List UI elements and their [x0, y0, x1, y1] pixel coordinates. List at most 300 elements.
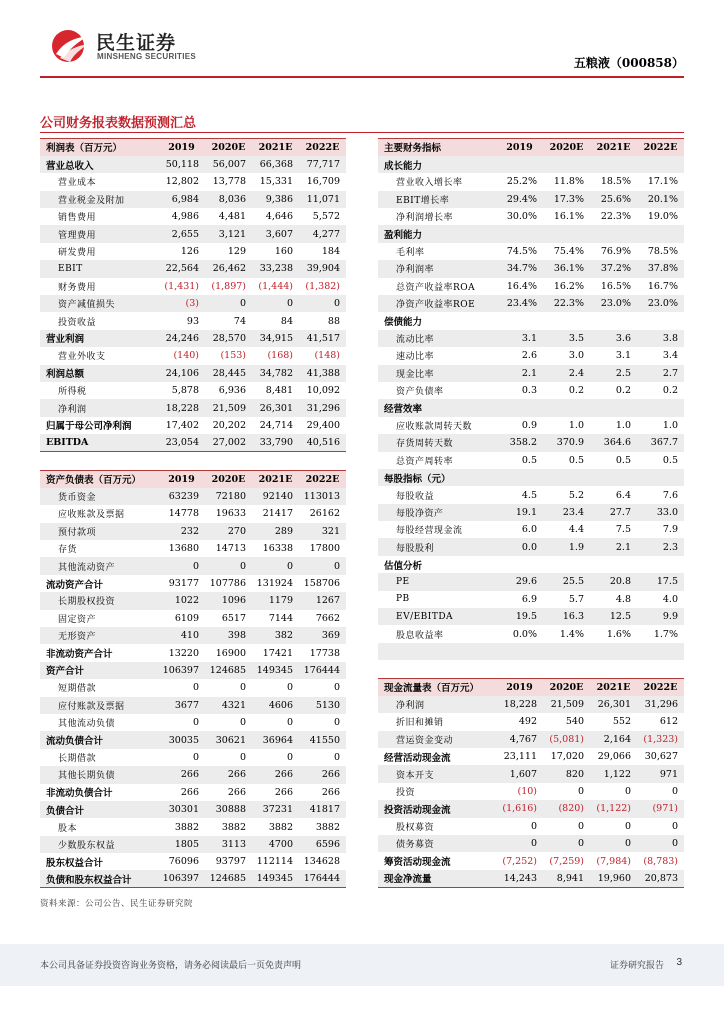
table-cell: 0	[205, 295, 252, 312]
table-cell: 0	[286, 682, 293, 694]
row-label: 净利润增长率	[396, 213, 454, 224]
table-cell: 22.3%	[600, 211, 631, 223]
table-cell: 7.6	[662, 489, 678, 501]
minsheng-logo	[40, 24, 220, 64]
table-cell: 21417	[262, 508, 293, 520]
table-cell: 367.7	[637, 434, 684, 451]
table-cell: 19.1	[496, 504, 543, 521]
row-label: 其他流动负债	[58, 719, 116, 730]
table-cell: 26162	[309, 508, 340, 520]
row-label: 折旧和摊销	[396, 718, 444, 729]
row-label: 营运资金变动	[378, 731, 496, 748]
table-cell: 11.8%	[553, 176, 584, 188]
table-cell: 176444	[299, 662, 346, 679]
table-cell: 5130	[299, 697, 346, 714]
table-cell: 0	[530, 820, 537, 832]
table-cell: 176444	[299, 870, 346, 887]
table-cell: 149345	[252, 662, 299, 679]
table-row	[40, 330, 346, 347]
table-row	[40, 766, 346, 783]
table-row	[40, 714, 346, 731]
table-cell: 23,054	[158, 434, 205, 451]
table-cell: 4,986	[171, 211, 199, 223]
table-row	[40, 697, 346, 714]
table-cell: 20,202	[212, 419, 246, 431]
table-cell: 63239	[158, 488, 205, 505]
table-cell: 0	[543, 835, 590, 852]
table-cell: 134628	[303, 856, 340, 868]
table-cell: 492	[518, 716, 537, 728]
table-cell: 33,790	[252, 434, 299, 451]
table-cell	[543, 556, 590, 573]
table-cell: 93	[186, 315, 199, 327]
table-row	[40, 173, 346, 190]
row-label: 资本开支	[378, 765, 496, 782]
row-label: 投资	[396, 788, 416, 799]
table-cell: 1022	[158, 592, 205, 609]
table-cell: 17.3%	[543, 191, 590, 208]
row-label: 短期借款	[58, 684, 97, 695]
table-row	[40, 243, 346, 260]
table-cell: 1.7%	[653, 628, 678, 640]
table-cell: 17.5	[637, 573, 684, 590]
row-label: 研发费用	[58, 248, 97, 259]
table-cell: 16.7%	[647, 280, 678, 292]
table-cell: 2.4	[543, 365, 590, 382]
table-row	[40, 801, 346, 818]
table-cell: 0.5	[521, 454, 537, 466]
table-row	[378, 208, 684, 225]
row-label: 经营活动现金流	[384, 752, 451, 764]
table-row	[40, 644, 346, 661]
table-cell: 266	[180, 786, 199, 798]
table-cell: 0	[333, 751, 340, 763]
table-row	[378, 538, 684, 555]
table-row	[378, 399, 684, 416]
table-cell: 16,709	[306, 176, 340, 188]
table-row	[40, 818, 346, 835]
row-label: 股东权益合计	[46, 857, 104, 869]
table-cell: 2.6	[521, 350, 537, 362]
table-cell: 112114	[256, 856, 293, 868]
table-row	[378, 347, 684, 364]
table-cell: 0.5	[568, 454, 584, 466]
table-row	[40, 679, 346, 696]
table-cell: 23.4%	[496, 295, 543, 312]
table-cell: 5.2	[568, 489, 584, 501]
key-ratios-table	[378, 138, 684, 660]
table-row	[378, 556, 684, 573]
table-row	[40, 382, 346, 399]
table-cell: 0	[239, 717, 246, 729]
row-label: 股息收益率	[396, 630, 444, 641]
table-cell: 6.9	[521, 593, 537, 605]
table-cell: 6596	[299, 836, 346, 853]
table-cell: 11,071	[299, 191, 346, 208]
table-row	[40, 870, 346, 887]
column-header: 2021E	[590, 139, 637, 156]
row-label: 净利润	[40, 399, 158, 416]
table-cell: 25.6%	[590, 191, 637, 208]
table-cell: 369	[299, 627, 346, 644]
table-cell	[496, 469, 543, 486]
logo-chinese-name: 民生证券	[96, 32, 177, 54]
table-row	[378, 573, 684, 590]
row-label: 归属于母公司净利润	[46, 421, 132, 433]
column-header: 2020E	[205, 471, 252, 488]
table-cell: 4.8	[615, 593, 631, 605]
table-cell: (7,259)	[549, 855, 584, 867]
table-cell: 0	[637, 835, 684, 852]
table-title: 现金流量表（百万元）	[378, 679, 496, 696]
table-cell: 820	[543, 765, 590, 782]
row-label: 无形资产	[40, 627, 158, 644]
table-cell: 37.2%	[590, 260, 637, 277]
table-cell: 0	[252, 295, 299, 312]
table-cell: 6,984	[158, 191, 205, 208]
table-cell: 34.7%	[496, 260, 543, 277]
table-cell: 232	[158, 523, 205, 540]
page-header	[0, 0, 724, 80]
table-cell: 23.0%	[590, 295, 637, 312]
table-row	[40, 347, 346, 364]
table-row	[378, 835, 684, 852]
column-header: 2022E	[637, 139, 684, 156]
table-cell	[496, 312, 543, 329]
table-cell: 126	[180, 246, 199, 258]
table-cell: 34,915	[252, 330, 299, 347]
table-cell: 6109	[174, 612, 199, 624]
table-header-row	[40, 139, 346, 156]
table-cell: 612	[659, 716, 678, 728]
table-cell: 0	[333, 682, 340, 694]
row-label: 营业总收入	[40, 156, 158, 173]
row-label: 非流动资产合计	[46, 649, 113, 661]
table-cell: 158706	[303, 578, 340, 590]
row-label: 估值分析	[384, 560, 423, 572]
table-row	[378, 382, 684, 399]
row-label: 股本	[58, 823, 78, 834]
table-row	[378, 260, 684, 277]
table-cell: 3.8	[637, 330, 684, 347]
table-cell: 1,607	[496, 765, 543, 782]
table-cell: 14713	[215, 543, 246, 555]
table-cell: 16.2%	[553, 280, 584, 292]
table-row	[40, 365, 346, 382]
table-title: 资产负债表（百万元）	[40, 471, 158, 488]
table-cell: 289	[252, 523, 299, 540]
column-header: 2019	[158, 471, 205, 488]
table-cell: 33.0	[637, 504, 684, 521]
table-cell: 66,368	[252, 156, 299, 173]
table-cell: 1.0	[568, 419, 584, 431]
table-cell: 0	[577, 820, 584, 832]
table-cell: 358.2	[496, 434, 543, 451]
table-cell: 0.2	[568, 385, 584, 397]
table-cell: 106397	[158, 662, 205, 679]
row-label: EBIT增长率	[378, 191, 496, 208]
table-cell: 23,111	[503, 751, 537, 763]
table-cell: 3.4	[662, 350, 678, 362]
table-cell: 18,228	[496, 696, 543, 713]
table-cell	[637, 399, 684, 416]
income-statement-table	[40, 138, 346, 452]
table-cell: 16.4%	[506, 280, 537, 292]
row-label: EV/EBITDA	[378, 608, 496, 625]
table-cell: 3.6	[590, 330, 637, 347]
row-label: 每股收益	[396, 491, 435, 502]
balance-sheet-table	[40, 470, 346, 888]
table-cell: 4,277	[299, 225, 346, 242]
table-cell	[637, 312, 684, 329]
table-cell: (820)	[543, 800, 590, 817]
table-cell: (7,984)	[596, 855, 631, 867]
table-cell: 14778	[168, 508, 199, 520]
table-row	[40, 278, 346, 295]
row-label: 净利润率	[378, 260, 496, 277]
table-cell: 2.3	[637, 538, 684, 555]
table-cell: 27,002	[205, 434, 252, 451]
table-cell: 1.6%	[606, 628, 631, 640]
table-row	[378, 591, 684, 608]
table-cell: 78.5%	[647, 246, 678, 258]
table-cell: (1,616)	[496, 800, 543, 817]
table-row	[378, 452, 684, 469]
table-cell	[543, 156, 590, 173]
table-cell: 149345	[252, 870, 299, 887]
row-label: 应付账款及票据	[40, 697, 158, 714]
table-cell: 28,445	[205, 365, 252, 382]
table-row	[378, 434, 684, 451]
table-row	[40, 731, 346, 748]
table-cell: 4700	[252, 836, 299, 853]
row-label: 流动负债合计	[40, 731, 158, 748]
row-label: 预付款项	[40, 523, 158, 540]
table-cell: 0	[299, 557, 346, 574]
table-cell: 75.4%	[553, 246, 584, 258]
column-header: 2020E	[543, 139, 590, 156]
table-cell: 84	[280, 315, 293, 327]
table-header-row	[40, 471, 346, 488]
cash-flow-table	[378, 678, 684, 888]
table-row	[40, 557, 346, 574]
column-header: 2020E	[543, 679, 590, 696]
table-row	[378, 748, 684, 765]
row-label: 每股股利	[378, 538, 496, 555]
table-cell: (140)	[173, 350, 199, 362]
table-cell: 13,778	[212, 176, 246, 188]
table-row	[378, 225, 684, 242]
table-cell: 129	[227, 246, 246, 258]
table-cell: (1,431)	[164, 280, 199, 292]
table-row	[378, 783, 684, 800]
table-row	[40, 225, 346, 242]
header-divider	[40, 76, 684, 78]
table-cell: 131924	[256, 578, 293, 590]
table-cell: 22.3%	[543, 295, 590, 312]
table-row	[378, 800, 684, 817]
table-cell: 7662	[315, 612, 340, 624]
table-cell: (1,122)	[590, 800, 637, 817]
column-header: 2019	[496, 139, 543, 156]
table-cell: 92140	[252, 488, 299, 505]
table-cell: 124685	[205, 870, 252, 887]
table-cell: 30621	[205, 731, 252, 748]
logo-english-name: MINSHENG SECURITIES	[97, 52, 197, 61]
table-cell: 1805	[158, 836, 205, 853]
table-cell: 30035	[158, 731, 205, 748]
table-cell: 34,782	[252, 365, 299, 382]
table-cell: 20,873	[637, 870, 684, 887]
table-cell: (971)	[637, 800, 684, 817]
table-cell: 12,802	[165, 176, 199, 188]
table-row	[378, 486, 684, 503]
table-cell: 0	[333, 717, 340, 729]
table-cell: 24,106	[158, 365, 205, 382]
table-cell: 266	[227, 786, 246, 798]
table-row	[40, 399, 346, 416]
table-cell	[543, 399, 590, 416]
table-cell: (8,783)	[643, 855, 678, 867]
row-label: 固定资产	[58, 614, 97, 625]
row-label: 利润总额	[40, 365, 158, 382]
table-cell: 9,386	[252, 191, 299, 208]
table-cell: 4,767	[496, 731, 543, 748]
table-cell: 1.4%	[559, 628, 584, 640]
table-row	[378, 243, 684, 260]
table-row	[40, 592, 346, 609]
table-cell: 0	[577, 786, 584, 798]
table-cell: 21,509	[205, 399, 252, 416]
row-label: 每股经营现金流	[396, 526, 463, 537]
table-cell	[637, 556, 684, 573]
table-cell: 16.5%	[600, 280, 631, 292]
table-cell: (5,081)	[543, 731, 590, 748]
row-label: 货币资金	[40, 488, 158, 505]
table-cell: 8,941	[543, 870, 590, 887]
table-cell: 19.5	[496, 608, 543, 625]
table-row	[378, 713, 684, 730]
table-cell: 40,516	[299, 434, 346, 451]
row-label: 应收账款周转天数	[396, 421, 473, 432]
table-cell: 17738	[309, 647, 340, 659]
table-cell: (153)	[220, 350, 246, 362]
table-cell: 27.7	[590, 504, 637, 521]
column-header: 2019	[158, 139, 205, 156]
row-label: 投资活动现金流	[378, 800, 496, 817]
table-cell: 3.1	[615, 350, 631, 362]
table-row	[378, 295, 684, 312]
table-row	[40, 434, 346, 451]
table-cell: 321	[299, 523, 346, 540]
table-cell: 88	[327, 315, 340, 327]
table-cell: 3.5	[543, 330, 590, 347]
table-cell: 0	[671, 820, 678, 832]
row-label: 应收账款及票据	[58, 510, 125, 521]
table-cell: 17800	[309, 543, 340, 555]
row-label: 其他长期负债	[40, 766, 158, 783]
row-label: 每股指标（元）	[378, 469, 496, 486]
table-cell: (1,897)	[211, 280, 246, 292]
table-cell: 30.0%	[506, 211, 537, 223]
table-cell	[637, 225, 684, 242]
table-cell: 19.0%	[647, 211, 678, 223]
table-cell: 29,400	[306, 419, 340, 431]
table-cell: 6.4	[615, 489, 631, 501]
table-cell: (1,323)	[637, 731, 684, 748]
table-cell: 113013	[299, 488, 346, 505]
table-cell: 0	[192, 682, 199, 694]
footer-disclaimer: 本公司具备证券投资咨询业务资格，请务必阅读最后一页免责声明	[40, 961, 302, 971]
table-row	[378, 625, 684, 642]
table-cell: 8,481	[265, 385, 293, 397]
table-cell: 20.8	[590, 573, 637, 590]
spacer-row	[378, 643, 684, 660]
table-cell: 0.2	[615, 385, 631, 397]
table-cell: 552	[612, 716, 631, 728]
table-cell: 3,607	[252, 225, 299, 242]
table-cell: 12.5	[590, 608, 637, 625]
table-cell: 266	[205, 766, 252, 783]
row-label: 毛利率	[396, 248, 425, 259]
table-cell: 0	[252, 557, 299, 574]
row-label: 管理费用	[40, 225, 158, 242]
row-label: 现金比率	[378, 365, 496, 382]
table-cell: 3113	[205, 836, 252, 853]
row-label: 债务募资	[378, 835, 496, 852]
table-row	[40, 488, 346, 505]
table-row	[40, 610, 346, 627]
table-cell: 93797	[215, 856, 246, 868]
table-cell: 22,564	[158, 260, 205, 277]
table-row	[40, 627, 346, 644]
row-label: 速动比率	[396, 352, 435, 363]
table-cell: 266	[321, 786, 340, 798]
table-cell: 10,092	[306, 385, 340, 397]
table-header-row	[378, 139, 684, 156]
table-cell: 1.0	[615, 419, 631, 431]
table-cell: 25.5	[543, 573, 590, 590]
table-cell: 14,243	[496, 870, 543, 887]
table-cell: 106397	[158, 870, 205, 887]
column-header: 2020E	[205, 139, 252, 156]
table-cell: 0	[239, 682, 246, 694]
table-cell: 4,481	[218, 211, 246, 223]
row-label: 营业收入增长率	[396, 178, 463, 189]
table-cell: 266	[299, 766, 346, 783]
table-cell: 20.1%	[637, 191, 684, 208]
table-row	[40, 575, 346, 592]
table-cell: 16.1%	[553, 211, 584, 223]
table-cell: 266	[274, 786, 293, 798]
table-cell: 39,904	[299, 260, 346, 277]
table-cell: 2.5	[590, 365, 637, 382]
table-row	[40, 208, 346, 225]
table-cell: 0	[192, 717, 199, 729]
row-label: 投资收益	[58, 317, 97, 328]
table-cell: 30301	[158, 801, 205, 818]
table-cell: 3882	[174, 821, 199, 833]
row-label: 经营效率	[378, 399, 496, 416]
table-row	[378, 731, 684, 748]
table-row	[378, 312, 684, 329]
table-cell: 2.1	[496, 365, 543, 382]
table-cell: 26,301	[252, 399, 299, 416]
row-label: 负债合计	[40, 801, 158, 818]
table-cell: 410	[158, 627, 205, 644]
table-cell: (3)	[158, 295, 205, 312]
table-cell	[543, 312, 590, 329]
